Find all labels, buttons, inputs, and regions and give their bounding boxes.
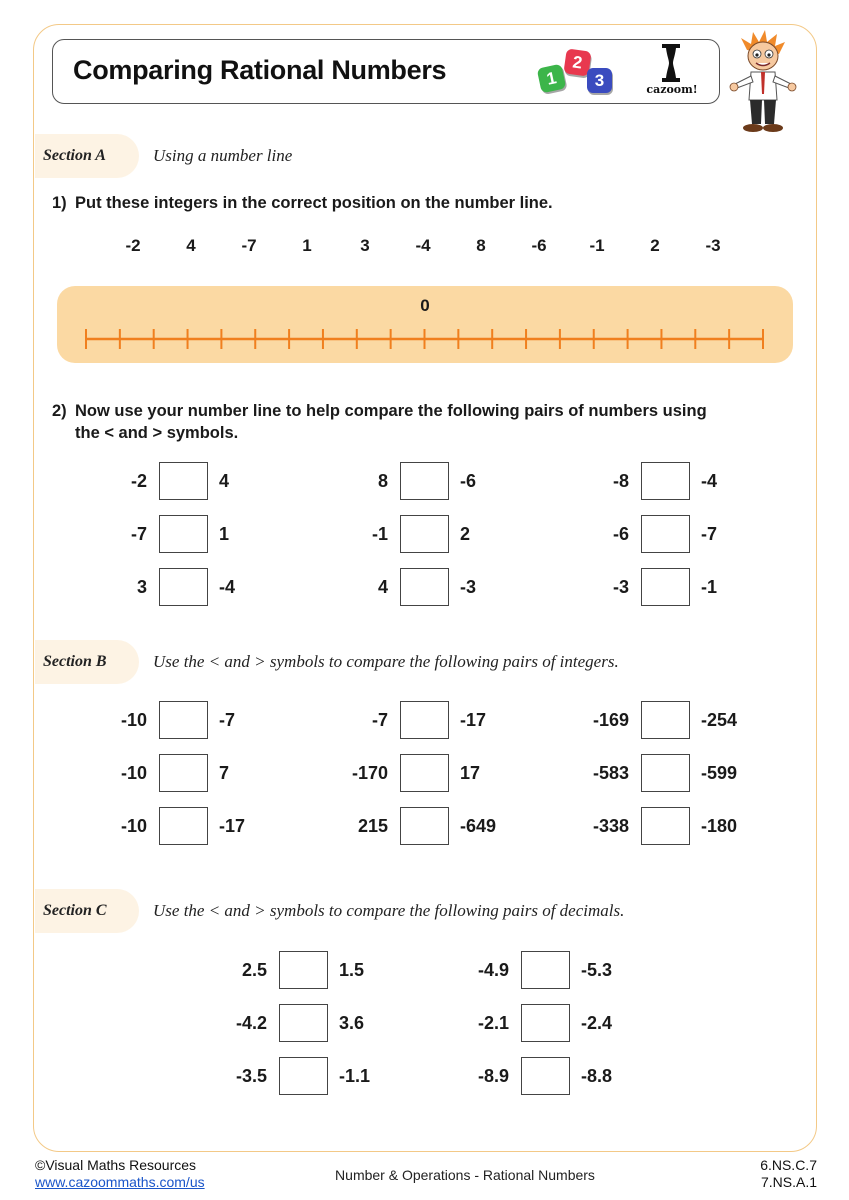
comparison-answer-box[interactable] xyxy=(641,807,690,845)
comparison-answer-box[interactable] xyxy=(400,568,449,606)
comparison-right-value: 3.6 xyxy=(339,1013,365,1033)
comparison-pair xyxy=(449,1004,649,1042)
comparison-left-value: -8.9 xyxy=(477,1066,509,1086)
comparison-right-value: -17 xyxy=(460,710,487,730)
comparison-pair xyxy=(207,951,407,989)
comparison-pair xyxy=(569,568,769,606)
comparison-answer-box[interactable] xyxy=(159,462,208,500)
section-a-description: Using a number line xyxy=(153,146,293,165)
integer-item: 4 xyxy=(186,236,196,255)
comparison-right-value: 1 xyxy=(219,524,230,544)
comparison-pair xyxy=(449,951,649,989)
comparison-right-value: -4 xyxy=(701,471,718,491)
die-1: 1 xyxy=(537,64,567,94)
comparison-pair xyxy=(328,462,528,500)
comparison-pair xyxy=(328,515,528,553)
comparison-left-value: -4.9 xyxy=(477,960,509,980)
die-2: 2 xyxy=(563,48,591,76)
integer-item: -2 xyxy=(125,236,141,255)
comparison-right-value: 4 xyxy=(219,471,230,491)
comparison-left-value: -7 xyxy=(371,710,388,730)
comparison-left-value: 3 xyxy=(136,577,147,597)
comparison-answer-box[interactable] xyxy=(641,754,690,792)
section-b-description: Use the < and > symbols to compare the following pairs of integers. xyxy=(153,652,619,671)
comparison-right-value: -6 xyxy=(460,471,477,491)
comparison-answer-box[interactable] xyxy=(400,807,449,845)
comparison-pair xyxy=(569,515,769,553)
comparison-answer-box[interactable] xyxy=(400,754,449,792)
section-c-tab: Section C xyxy=(35,889,139,933)
comparison-pair xyxy=(328,807,528,845)
question-2-text-line2: the < and > symbols. xyxy=(75,424,239,442)
comparison-answer-box[interactable] xyxy=(641,515,690,553)
comparison-answer-box[interactable] xyxy=(641,462,690,500)
comparison-right-value: -7 xyxy=(219,710,236,730)
cazoom-logo xyxy=(641,44,703,100)
comparison-right-value: 17 xyxy=(460,763,481,783)
comparison-left-value: -3.5 xyxy=(235,1066,267,1086)
section-a-tab: Section A xyxy=(35,134,139,178)
integer-item: 3 xyxy=(360,236,370,255)
comparison-right-value: 7 xyxy=(219,763,230,783)
comparison-answer-box[interactable] xyxy=(279,1057,328,1095)
comparison-left-value: -3 xyxy=(612,577,629,597)
footer-website-link[interactable]: www.cazoommaths.com/us xyxy=(35,1174,205,1190)
footer-standard-1: 6.NS.C.7 xyxy=(760,1157,817,1173)
comparison-pair xyxy=(87,515,287,553)
comparison-answer-box[interactable] xyxy=(159,515,208,553)
comparison-answer-box[interactable] xyxy=(400,515,449,553)
comparison-pair xyxy=(87,701,287,739)
footer-standard-2: 7.NS.A.1 xyxy=(760,1174,817,1190)
comparison-answer-box[interactable] xyxy=(641,568,690,606)
cazoom-mark-icon xyxy=(660,44,682,82)
comparison-pair xyxy=(569,754,769,792)
question-1-text: Put these integers in the correct position on the number line. xyxy=(75,194,553,212)
comparison-answer-box[interactable] xyxy=(159,754,208,792)
comparison-right-value: -1 xyxy=(701,577,718,597)
integer-item: -6 xyxy=(531,236,547,255)
footer-topic: Number & Operations - Rational Numbers xyxy=(335,1167,595,1183)
comparison-right-value: -17 xyxy=(219,816,246,836)
comparison-right-value: -4 xyxy=(219,577,236,597)
question-2 xyxy=(52,400,707,444)
comparison-right-value: -1.1 xyxy=(339,1066,371,1086)
integer-item: 8 xyxy=(476,236,486,255)
comparison-right-value: -5.3 xyxy=(581,960,613,980)
comparison-answer-box[interactable] xyxy=(279,1004,328,1042)
question-2-number: 2) xyxy=(52,402,67,420)
integer-list xyxy=(0,236,849,260)
comparison-pair xyxy=(87,754,287,792)
question-2-text-line1: Now use your number line to help compare the following pairs of numbers using xyxy=(75,402,707,420)
comparison-answer-box[interactable] xyxy=(400,701,449,739)
footer-left xyxy=(35,1157,205,1191)
footer-copyright: ©Visual Maths Resources xyxy=(35,1157,197,1173)
comparison-pair xyxy=(569,807,769,845)
comparison-left-value: 4 xyxy=(377,577,388,597)
question-1-number: 1) xyxy=(52,194,67,212)
comparison-answer-box[interactable] xyxy=(521,1004,570,1042)
comparison-left-value: -170 xyxy=(351,763,388,783)
comparison-pair xyxy=(87,568,287,606)
comparison-pair xyxy=(87,807,287,845)
dice-logo xyxy=(537,46,627,98)
comparison-left-value: 2.5 xyxy=(241,960,267,980)
integer-item: -4 xyxy=(415,236,431,255)
number-line-zero-label: 0 xyxy=(420,296,430,315)
comparison-right-value: 1.5 xyxy=(339,960,365,980)
comparison-answer-box[interactable] xyxy=(521,951,570,989)
comparison-pair xyxy=(207,1004,407,1042)
comparison-pair xyxy=(569,462,769,500)
comparison-pair xyxy=(328,568,528,606)
comparison-pair xyxy=(328,754,528,792)
comparison-right-value: 2 xyxy=(460,524,471,544)
comparison-left-value: -4.2 xyxy=(235,1013,267,1033)
comparison-left-value: -169 xyxy=(592,710,629,730)
comparison-left-value: -2 xyxy=(130,471,147,491)
question-1 xyxy=(52,192,553,214)
comparison-right-value: -7 xyxy=(701,524,718,544)
comparison-left-value: -10 xyxy=(120,816,147,836)
comparison-left-value: -2.1 xyxy=(477,1013,509,1033)
die-3: 3 xyxy=(587,68,612,93)
title-banner xyxy=(52,39,720,104)
comparison-left-value: -338 xyxy=(592,816,629,836)
comparison-answer-box[interactable] xyxy=(521,1057,570,1095)
comparison-pair xyxy=(207,1057,407,1095)
comparison-right-value: -254 xyxy=(701,710,738,730)
comparison-answer-box[interactable] xyxy=(279,951,328,989)
integer-item: 2 xyxy=(650,236,660,255)
comparison-right-value: -599 xyxy=(701,763,738,783)
comparison-answer-box[interactable] xyxy=(641,701,690,739)
comparison-left-value: 8 xyxy=(377,471,388,491)
comparison-answer-box[interactable] xyxy=(400,462,449,500)
comparison-right-value: -649 xyxy=(460,816,497,836)
integer-item: -3 xyxy=(705,236,721,255)
page-title: Comparing Rational Numbers xyxy=(73,55,447,85)
cazoom-wordmark: cazoom! xyxy=(646,83,698,96)
comparison-left-value: -7 xyxy=(130,524,147,544)
comparison-left-value: -8 xyxy=(612,471,629,491)
comparison-right-value: -2.4 xyxy=(581,1013,613,1033)
comparison-right-value: -180 xyxy=(701,816,738,836)
comparison-left-value: 215 xyxy=(357,816,388,836)
comparison-right-value: -3 xyxy=(460,577,477,597)
comparison-left-value: -10 xyxy=(120,710,147,730)
section-b-tab: Section B xyxy=(35,640,139,684)
mascot-character-icon xyxy=(727,30,799,134)
integer-item: -7 xyxy=(241,236,257,255)
integer-item: 1 xyxy=(302,236,312,255)
comparison-left-value: -1 xyxy=(371,524,388,544)
comparison-answer-box[interactable] xyxy=(159,701,208,739)
integer-item: -1 xyxy=(589,236,605,255)
comparison-pair xyxy=(87,462,287,500)
comparison-left-value: -10 xyxy=(120,763,147,783)
footer-standards xyxy=(760,1157,817,1191)
comparison-pair xyxy=(328,701,528,739)
comparison-answer-box[interactable] xyxy=(159,807,208,845)
comparison-left-value: -6 xyxy=(612,524,629,544)
comparison-pair xyxy=(569,701,769,739)
comparison-left-value: -583 xyxy=(592,763,629,783)
section-c-description: Use the < and > symbols to compare the following pairs of decimals. xyxy=(153,901,625,920)
comparison-pair xyxy=(449,1057,649,1095)
comparison-right-value: -8.8 xyxy=(581,1066,613,1086)
comparison-answer-box[interactable] xyxy=(159,568,208,606)
